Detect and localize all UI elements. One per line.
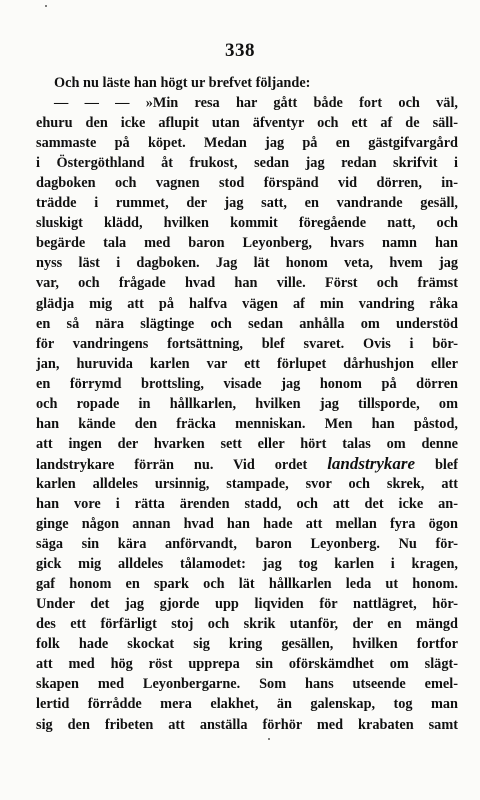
text-line: gaf honom en spark och lät hållkarlen leda ut honom. <box>36 576 458 593</box>
text-line: skapen med Leyonbergarne. Som hans utseende emel- <box>36 676 458 693</box>
text-line: han vore i rätta ärenden stadd, och att det icke an- <box>36 495 458 512</box>
text-line: des ett förfärligt stoj och skrik utanför, der en mängd <box>36 616 458 633</box>
text-line: att med hög röst upprepa sin oförskämdhet om slägt- <box>36 656 458 673</box>
page-number: 338 <box>225 40 255 61</box>
print-speck <box>268 738 270 740</box>
text-line: en förrymd brottsling, visade jag honom på dörren <box>36 375 458 392</box>
text-line: en så nära slägtinge och sedan anhålla om understöd <box>36 315 458 332</box>
text-line: var, och frågade hvad han ville. Först och främst <box>36 275 458 292</box>
text-line: karlen alldeles ursinnig, stampade, svor och skrek, att <box>36 475 458 492</box>
text-line: landstrykare förrän nu. Vid ordet landstrykare blef <box>36 453 458 473</box>
text-line: ehuru den icke aflupit utan äfventyr och ett af de säll- <box>36 115 458 132</box>
text-line: — — — »Min resa har gått både fort och väl, <box>54 95 458 112</box>
text-line: sig den fribeten att anställa förhör med krabaten samt <box>36 716 458 733</box>
text-line: för vandringens fortsättning, blef svaret. Ovis i bör- <box>36 335 458 352</box>
text-line: folk hade skockat sig kring gesällen, hvilken fortfor <box>36 636 458 653</box>
text-line: nyss läst i dagboken. Jag lät honom veta, hvem jag <box>36 255 458 272</box>
text-line: Och nu läste han högt ur brefvet följande: <box>54 75 311 91</box>
text-line: Under det jag gjorde upp liqviden för nattlägret, hör- <box>36 596 458 613</box>
text-line: ginge någon annan hvad han hade att mellan fyra ögon <box>36 516 458 533</box>
emphasized-word: landstrykare <box>327 453 416 473</box>
text-line: dagboken och vagnen stod förspänd vid dörren, in- <box>36 175 458 192</box>
text-line: och ropade in hållkarlen, hvilken jag tillsporde, om <box>36 395 458 412</box>
text-line: jan, huruvida karlen var ett förlupet dårhushjon eller <box>36 355 458 372</box>
text-line: sammaste på köpet. Medan jag på en gästgifvargård <box>36 135 458 152</box>
text-line: att ingen der hvarken sett eller hört talas om denne <box>36 435 458 452</box>
print-speck <box>45 5 47 7</box>
text-line: i Östergöthland åt frukost, sedan jag redan skrifvit i <box>36 155 458 172</box>
text-line: trädde i rummet, der jag satt, en vandrande gesäll, <box>36 195 458 212</box>
text-line: begärde tala med baron Leyonberg, hvars namn han <box>36 235 458 252</box>
text-line: glädja mig att på halfva vägen af min vandring råka <box>36 295 458 312</box>
text-line: sluskigt klädd, hvilken kommit föregående natt, och <box>36 215 458 232</box>
text-line: säga sin kära anförvandt, baron Leyonberg. Nu för- <box>36 536 458 553</box>
body-text <box>36 73 458 735</box>
text-line: lertid förrådde mera elakhet, än galenskap, tog man <box>36 696 458 713</box>
text-line: gick mig alldeles tålamodet: jag tog karlen i kragen, <box>36 556 458 573</box>
text-line: han kände den fräcka menniskan. Men han påstod, <box>36 415 458 432</box>
